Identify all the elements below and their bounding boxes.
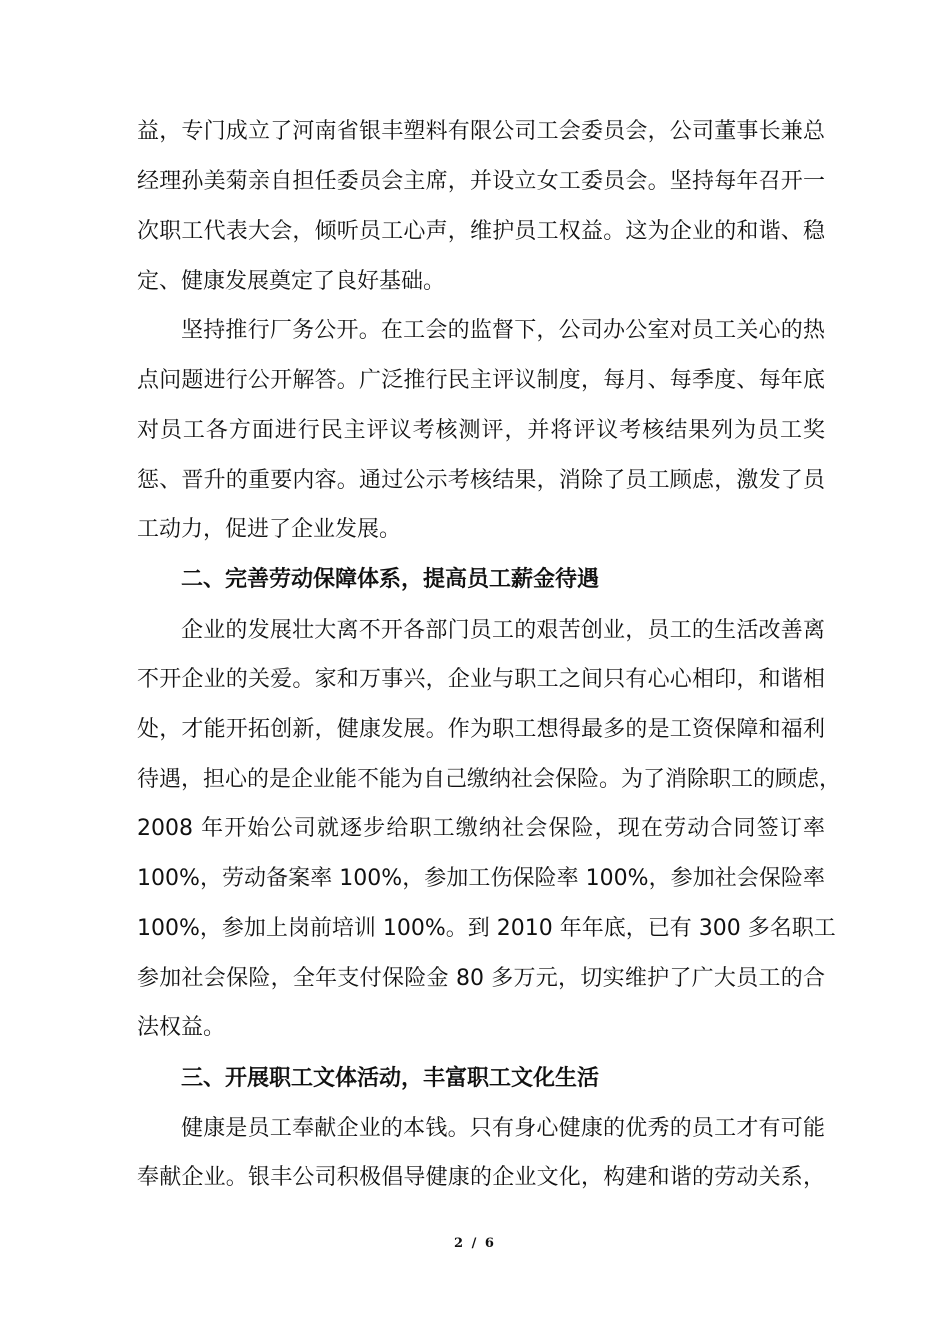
paragraph-line: 坚持推行厂务公开。在工会的监督下，公司办公室对员工关心的热 [181,318,825,343]
paragraph-line: 对员工各方面进行民主评议考核测评，并将评议考核结果列为员工奖 [137,418,825,443]
paragraph-line: 企业的发展壮大离不开各部门员工的艰苦创业，员工的生活改善离 [181,618,825,643]
paragraph-line: 100%，参加上岗前培训 100%。到 2010 年年底，已有 300 多名职工 [137,916,836,941]
paragraph-line: 健康是员工奉献企业的本钱。只有身心健康的优秀的员工才有可能 [181,1116,825,1141]
paragraph-line: 100%，劳动备案率 100%，参加工伤保险率 100%，参加社会保险率 [137,866,825,891]
paragraph-line: 参加社会保险，全年支付保险金 80 多万元，切实维护了广大员工的合 [137,966,825,991]
paragraph-line: 2008 年开始公司就逐步给职工缴纳社会保险，现在劳动合同签订率 [137,816,825,841]
paragraph-line: 次职工代表大会，倾听员工心声，维护员工权益。这为企业的和谐、稳 [137,219,825,244]
paragraph-line: 奉献企业。银丰公司积极倡导健康的企业文化，构建和谐的劳动关系， [137,1165,825,1190]
paragraph-line: 定、健康发展奠定了良好基础。 [137,269,446,294]
page-number: 2 / 6 [454,1236,496,1251]
paragraph-line: 益，专门成立了河南省银丰塑料有限公司工会委员会，公司董事长兼总 [137,119,825,144]
paragraph-line: 工动力，促进了企业发展。 [137,517,402,542]
paragraph-line: 不开企业的关爱。家和万事兴，企业与职工之间只有心心相印，和谐相 [137,667,825,692]
paragraph-line: 处，才能开拓创新，健康发展。作为职工想得最多的是工资保障和福利 [137,717,825,742]
paragraph-line: 点问题进行公开解答。广泛推行民主评议制度，每月、每季度、每年底 [137,368,825,393]
paragraph-line: 惩、晋升的重要内容。通过公示考核结果，消除了员工顾虑，激发了员 [137,468,825,493]
section-heading: 二、完善劳动保障体系，提高员工薪金待遇 [181,567,600,592]
paragraph-line: 法权益。 [137,1015,226,1040]
paragraph-line: 经理孙美菊亲自担任委员会主席，并设立女工委员会。坚持每年召开一 [137,169,825,194]
section-heading: 三、开展职工文体活动，丰富职工文化生活 [181,1066,600,1091]
paragraph-line: 待遇，担心的是企业能不能为自己缴纳社会保险。为了消除职工的顾虑， [137,767,842,792]
